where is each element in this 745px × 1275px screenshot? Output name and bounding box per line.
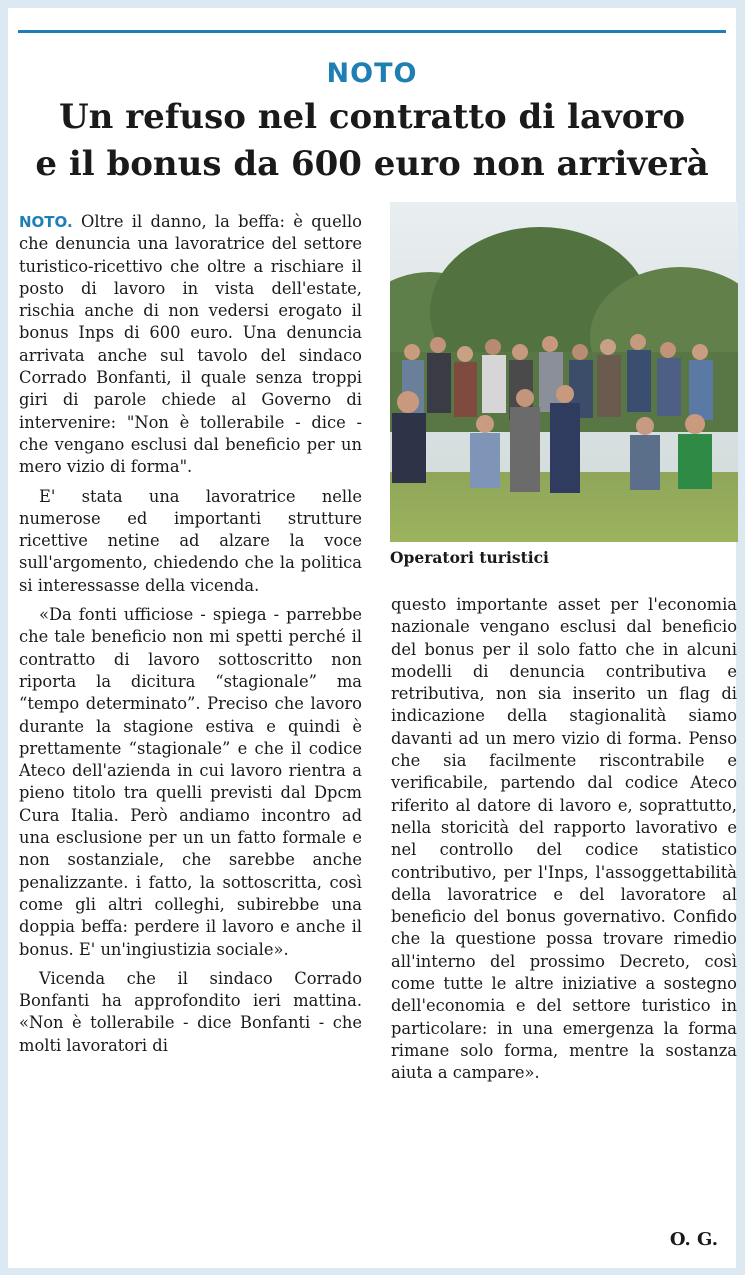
author-signature: O. G. bbox=[669, 1229, 718, 1250]
photo-caption: Operatori turistici bbox=[390, 548, 549, 567]
group-photo bbox=[390, 202, 738, 542]
paragraph-5: questo importante asset per l'economia nazionale vengano esclusi dal beneficio del bonus per il solo fatto che in alcuni modelli di denuncia contributiva e retributiva, non sia inserito un flag di indicazione della stagionalità siamo davanti ad un mero vizio di forma. Penso che sia facilmente riscontrabile e verificabile, partendo dal codice Ateco riferito al datore di lavoro e, soprattutto, nella storicità del rapporto lavorativo e nel controllo del codice statistico contributivo, per l'Inps, l'assoggettabilità della lavoratrice e del lavoratore al beneficio del bonus governativo. Confido che la questione possa trovare rimedio all'interno del prossimo Decreto, così come tutte le altre iniziative a sostegno dell'economia e del settore turistico in particolare: in una emergenza la forma rimane solo forma, mentre la sostanza aiuta a campare». bbox=[391, 595, 737, 1083]
paragraph-3: «Da fonti ufficiose - spiega - parrebbe che tale beneficio non mi spetti perché il contratto di lavoro sottoscritto non riporta la dicitura “stagionale” ma “tempo determinato”. Preciso che lavoro durante la stagione estiva e quindi è prettamente “stagionale” e che il codice Ateco dell'azienda in cui lavoro rientra a pieno titolo tra quelli previsti dal Dpcm Cura Italia. Però andiamo incontro ad una esclusione per un un fatto formale e non sostanziale, che sarebbe anche penalizzante. i fatto, la sottoscritta, così come gli altri colleghi, subirebbe una doppia beffa: perdere il lavoro e anche il bonus. E' un'ingiustizia sociale». bbox=[19, 605, 362, 959]
headline bbox=[8, 94, 736, 188]
headline-line-2: e il bonus da 600 euro non arriverà bbox=[35, 144, 709, 184]
article-column-left bbox=[19, 211, 362, 1057]
lead-place: NOTO. bbox=[19, 213, 73, 231]
article-column-right bbox=[391, 594, 737, 1085]
newspaper-page bbox=[8, 8, 736, 1268]
headline-line-1: Un refuso nel contratto di lavoro bbox=[58, 97, 686, 137]
kicker: NOTO bbox=[326, 58, 418, 89]
top-rule bbox=[18, 30, 726, 33]
paragraph-4: Vicenda che il sindaco Corrado Bonfanti ha approfondito ieri mattina. «Non è tollerabile - dice Bonfanti - che molti lavoratori di bbox=[19, 968, 362, 1055]
paragraph-1-text: Oltre il danno, la beffa: è quello che denuncia una lavoratrice del settore turistico-ricettivo che oltre a rischiare il posto di lavoro in vista dell'estate, rischia anche di non vedersi erogato il bonus Inps di 600 euro. Una denuncia arrivata anche sul tavolo del sindaco Corrado Bonfanti, il quale senza troppi giri di parole chiede al Governo di intervenire: "Non è tollerabile - dice - che vengano esclusi dal beneficio per un mero vizio di forma". bbox=[19, 212, 362, 477]
paragraph-1 bbox=[19, 211, 362, 479]
paragraph-2: E' stata una lavoratrice nelle numerose ed importanti strutture ricettive netine ad alzare la voce sull'argomento, chiedendo che la politica si interessasse della vicenda. bbox=[19, 486, 362, 595]
